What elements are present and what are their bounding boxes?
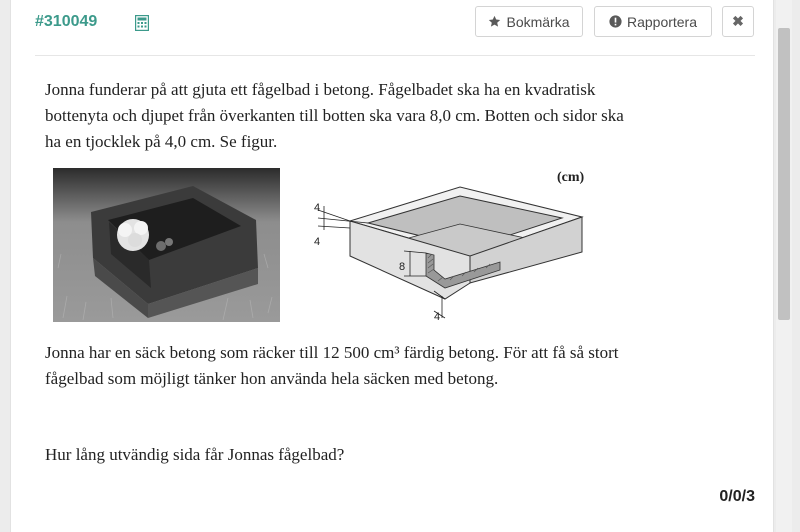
problem-header [35,0,755,56]
dim-depth: 8 [399,261,406,273]
bookmark-button[interactable] [475,6,583,37]
dim-top-1: 4 [314,202,321,214]
dim-top-2: 4 [314,236,321,248]
problem-paragraph-2: Jonna har en säck betong som räcker till 12 500 cm³ färdig betong. För att få så stort fågelbad som möjligt tänker hon använda hela säcken med betong. [45,343,619,388]
unit-label: (cm) [557,170,585,185]
score-label: 0/0/3 [719,488,755,505]
exclamation-icon [609,15,622,28]
problem-paragraph-1: Jonna funderar på att gjuta ett fågelbad i betong. Fågelbadet ska ha en kvadratisk bottenyta och djupet från överkanten till botten ska vara 8,0 cm. Botten och sidor ska ha en tjocklek på 4,0 cm. Se figur. [45,80,624,151]
problem-id[interactable]: #310049 [35,13,98,30]
report-label: Rapportera [626,13,698,30]
scrollbar[interactable] [776,0,792,532]
star-icon [488,15,501,28]
problem-question: Hur lång utvändig sida får Jonnas fågelbad? [45,445,345,464]
close-icon: ✖ [732,13,744,29]
birdbath-diagram [310,166,594,326]
scrollbar-thumb[interactable] [778,28,790,320]
report-button[interactable] [594,6,712,37]
dim-bottom: 4 [434,311,441,323]
close-button[interactable] [722,6,754,37]
bookmark-label: Bokmärka [506,13,570,30]
birdbath-photo [53,168,280,322]
calculator-icon[interactable] [135,15,149,31]
